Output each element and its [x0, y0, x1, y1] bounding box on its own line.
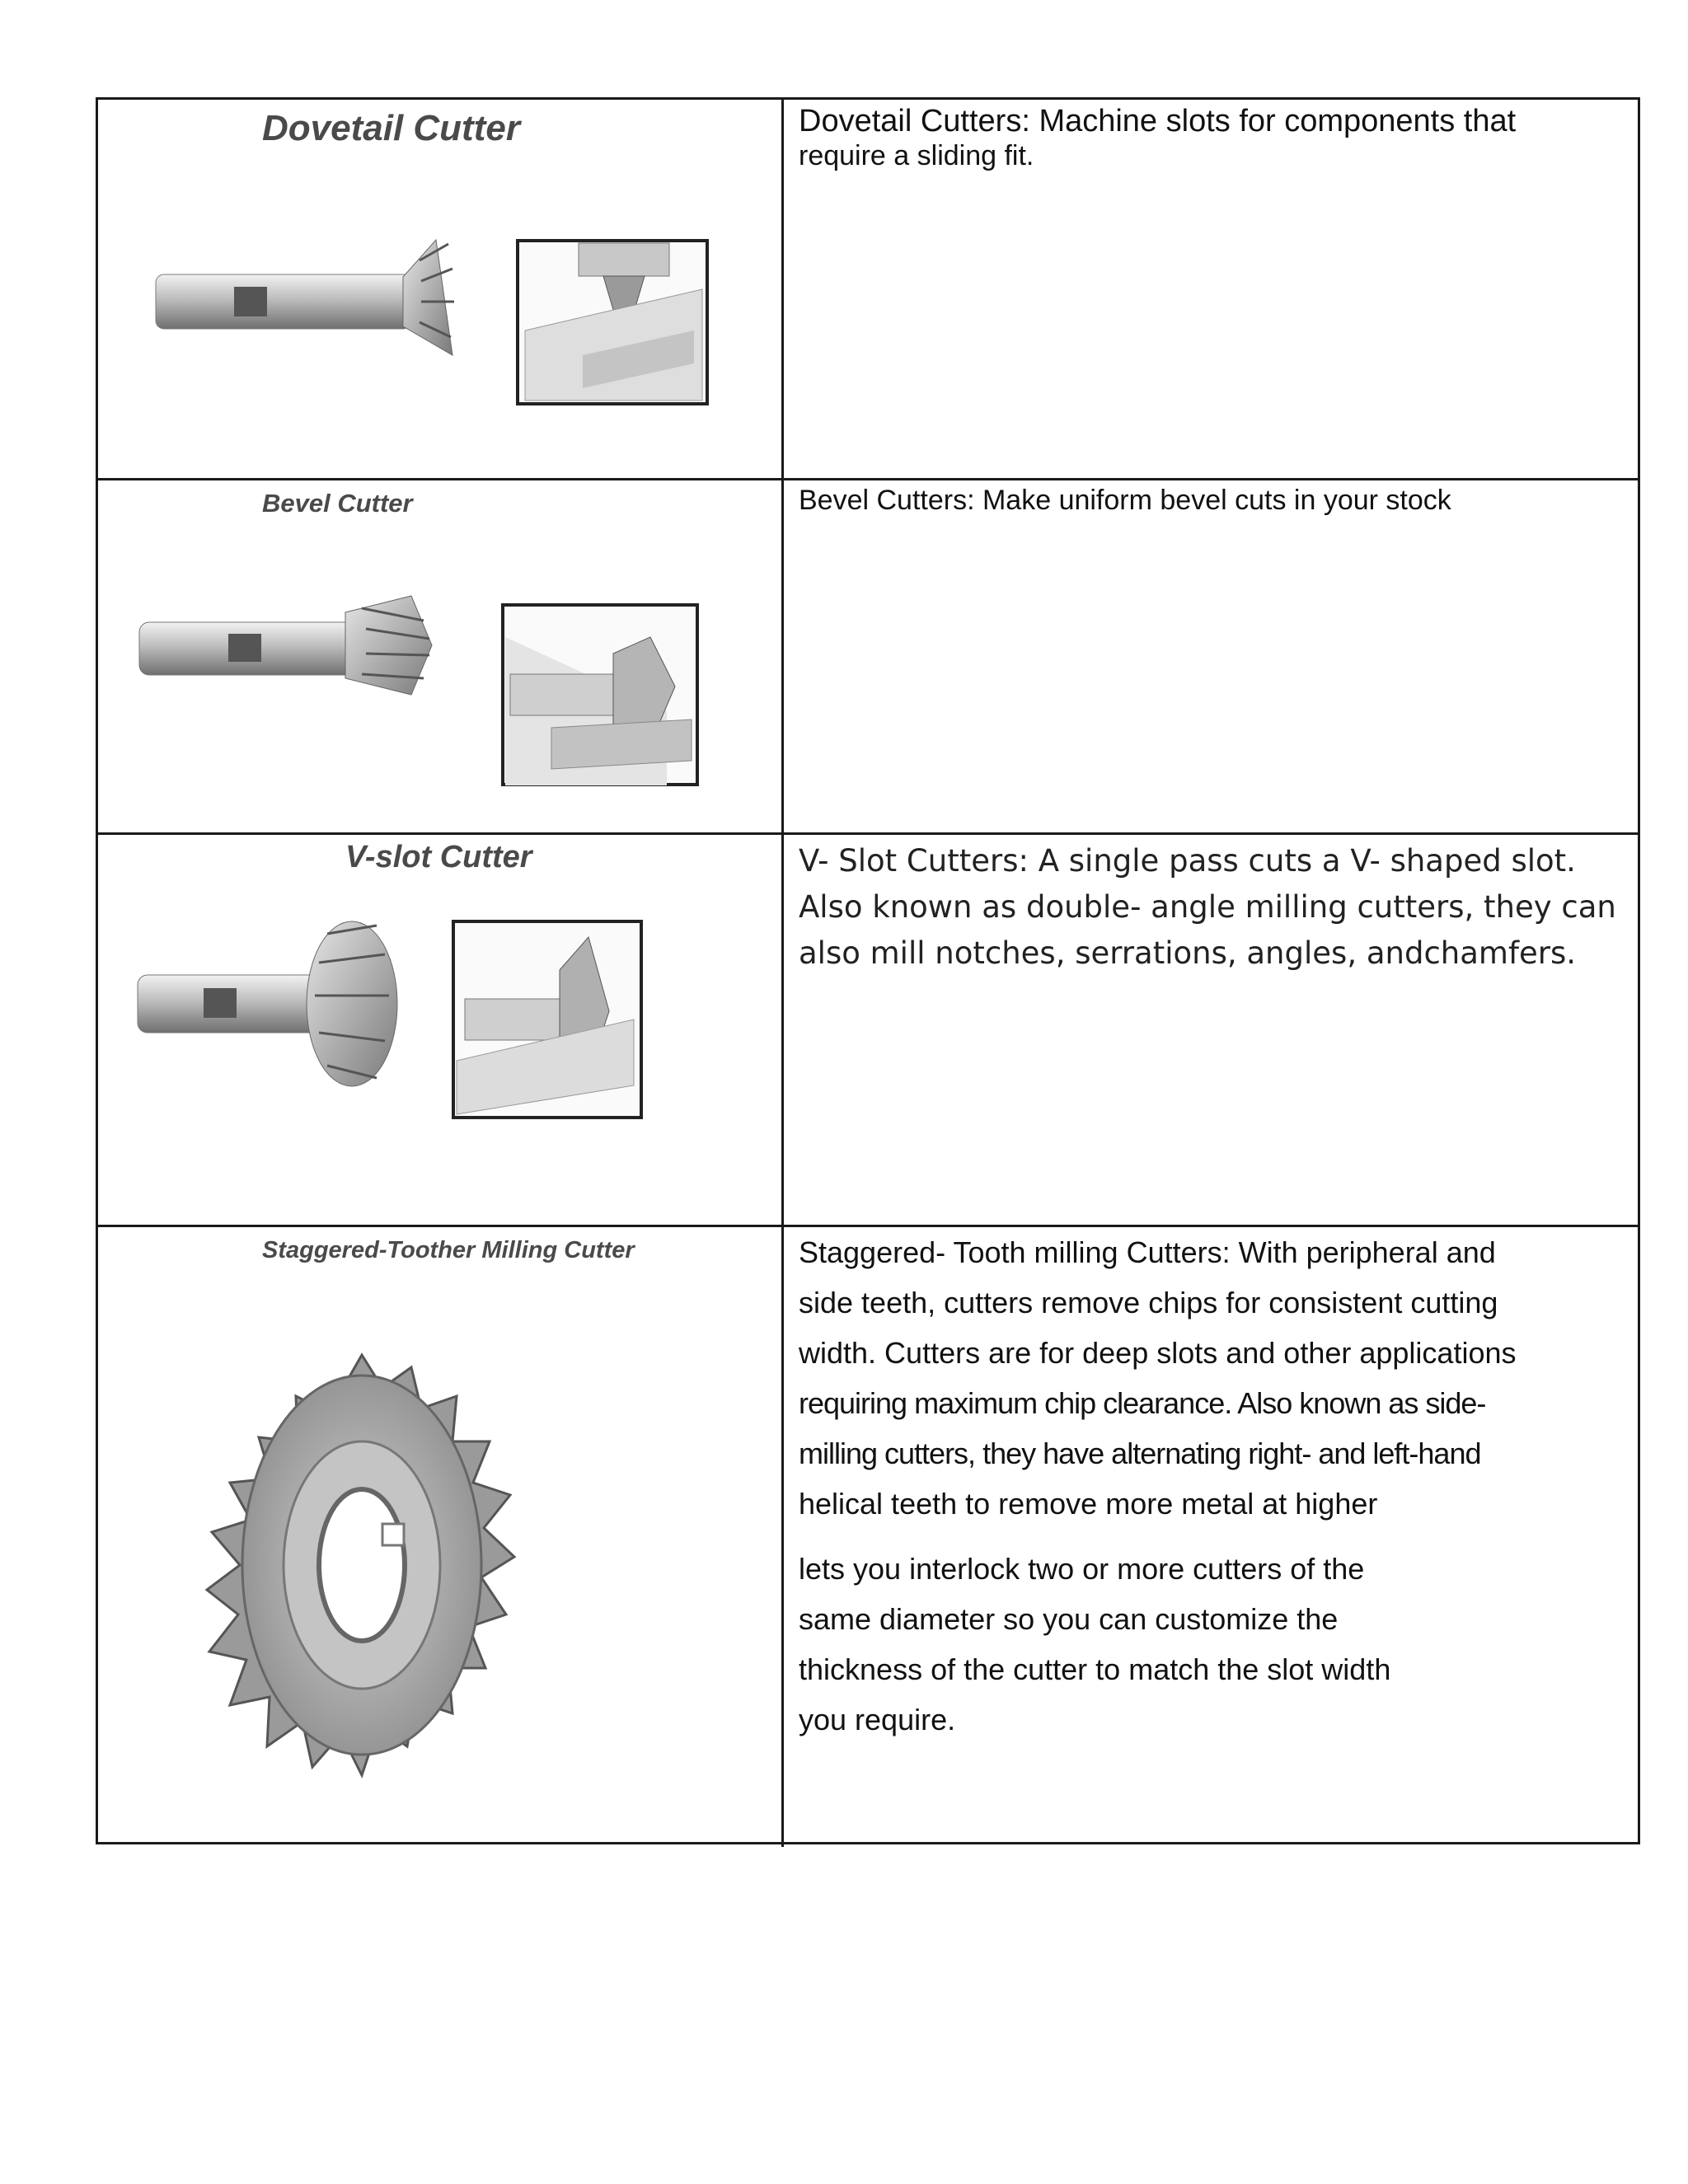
staggered-cutter-image	[205, 1310, 518, 1821]
staggered-description-line2: side teeth, cutters remove chips for consistent cutting	[799, 1286, 1498, 1319]
table-row-bevel	[98, 480, 1638, 835]
staggered-description-line9: thickness of the cutter to match the slot width	[799, 1652, 1391, 1686]
staggered-description-line3: width. Cutters are for deep slots and other applications	[799, 1336, 1517, 1370]
dovetail-description-line2: require a sliding fit.	[799, 140, 1034, 171]
staggered-description-line6: helical teeth to remove more metal at higher	[799, 1487, 1378, 1521]
image-cell-dovetail	[98, 100, 784, 478]
vslot-usage-image	[452, 921, 642, 1118]
bevel-description: Bevel Cutters: Make uniform bevel cuts in your stock	[799, 485, 1451, 516]
dovetail-description-line1: Dovetail Cutters: Machine slots for components that	[799, 104, 1517, 138]
staggered-description-line5: milling cutters, they have alternating right- and left-hand	[799, 1436, 1481, 1470]
vslot-description-line3: also mill notches, serrations, angles, andchamfers.	[799, 935, 1576, 971]
vslot-cutter-image	[138, 917, 426, 1082]
image-cell-vslot	[98, 835, 784, 1225]
bevel-cutter-image	[139, 579, 436, 711]
staggered-description-line7: lets you interlock two or more cutters of the	[799, 1552, 1365, 1586]
vslot-description-line1: V- Slot Cutters: A single pass cuts a V- shaped slot.	[799, 843, 1576, 879]
table-row-vslot	[98, 835, 1638, 1227]
vslot-description-line2: Also known as double- angle milling cutters, they can	[799, 889, 1616, 925]
dovetail-usage-image	[517, 240, 708, 405]
description-cell-staggered	[784, 1227, 1638, 1847]
image-cell-bevel	[98, 480, 784, 832]
staggered-cutter-title: Staggered-Toother Milling Cutter	[262, 1237, 635, 1263]
description-cell-bevel	[784, 480, 1638, 832]
staggered-description-block1	[799, 1227, 1623, 1529]
cutter-table	[96, 97, 1640, 1844]
dovetail-cutter-image	[156, 240, 485, 363]
staggered-description-block2	[799, 1544, 1623, 1745]
table-row-staggered	[98, 1227, 1638, 1847]
bevel-usage-image	[502, 604, 698, 785]
table-row-dovetail	[98, 100, 1638, 480]
description-cell-vslot	[784, 835, 1638, 1225]
staggered-description-line10: you require.	[799, 1703, 956, 1736]
staggered-description-line1: Staggered- Tooth milling Cutters: With peripheral and	[799, 1235, 1496, 1269]
dovetail-cutter-title: Dovetail Cutter	[262, 108, 520, 148]
description-cell-dovetail	[784, 100, 1638, 478]
vslot-cutter-title: V-slot Cutter	[345, 840, 532, 874]
image-cell-staggered	[98, 1227, 784, 1847]
bevel-cutter-title: Bevel Cutter	[262, 489, 413, 518]
staggered-description-line4: requiring maximum chip clearance. Also known as side-	[799, 1386, 1486, 1420]
staggered-description-line8: same diameter so you can customize the	[799, 1602, 1339, 1636]
